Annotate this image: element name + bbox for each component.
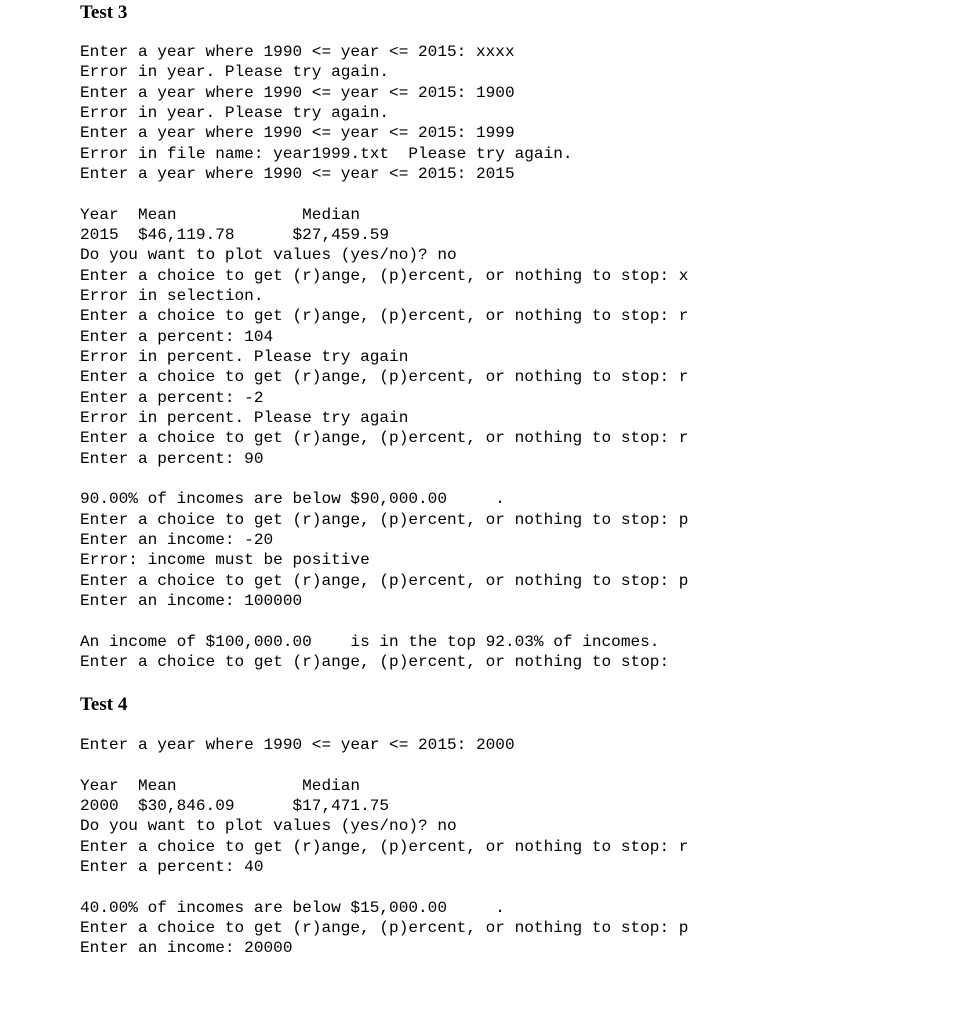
console-line: Enter a percent: 90 bbox=[80, 449, 264, 468]
console-line bbox=[80, 184, 688, 204]
console-line: 2015 $46,119.78 $27,459.59 bbox=[80, 225, 390, 244]
test-3-console-output bbox=[80, 42, 688, 672]
console-line: Enter a choice to get (r)ange, (p)ercent, or nothing to stop: x bbox=[80, 266, 689, 285]
console-line: Enter a choice to get (r)ange, (p)ercent, or nothing to stop: r bbox=[80, 837, 689, 856]
console-line: Error in file name: year1999.txt Please try again. bbox=[80, 144, 573, 163]
console-line: Enter a percent: 40 bbox=[80, 857, 264, 876]
console-line: Enter a choice to get (r)ange, (p)ercent, or nothing to stop: p bbox=[80, 918, 689, 937]
test-4-console-output bbox=[80, 735, 688, 959]
console-line: Enter a choice to get (r)ange, (p)ercent, or nothing to stop: bbox=[80, 652, 670, 671]
console-line bbox=[80, 611, 688, 631]
console-line: 40.00% of incomes are below $15,000.00 . bbox=[80, 898, 505, 917]
console-line: Enter a choice to get (r)ange, (p)ercent, or nothing to stop: r bbox=[80, 368, 689, 387]
console-line: Enter a choice to get (r)ange, (p)ercent, or nothing to stop: r bbox=[80, 429, 689, 448]
test-4-heading: Test 4 bbox=[80, 694, 128, 715]
console-line: Error in percent. Please try again bbox=[80, 347, 409, 366]
console-line: Year Mean Median bbox=[80, 205, 361, 224]
console-line: Enter a year where 1990 <= year <= 2015: 2015 bbox=[80, 164, 515, 183]
console-line: Do you want to plot values (yes/no)? no bbox=[80, 246, 457, 265]
console-line: Enter an income: -20 bbox=[80, 530, 274, 549]
console-line bbox=[80, 469, 688, 489]
console-line: Error in year. Please try again. bbox=[80, 63, 390, 82]
test-3-heading: Test 3 bbox=[80, 2, 128, 23]
console-line: Enter a year where 1990 <= year <= 2015: 2000 bbox=[80, 736, 515, 754]
console-line: Enter a year where 1990 <= year <= 2015: xxxx bbox=[80, 43, 515, 61]
console-line: Enter an income: 20000 bbox=[80, 939, 293, 958]
console-line: 90.00% of incomes are below $90,000.00 . bbox=[80, 490, 505, 509]
console-line: Error: income must be positive bbox=[80, 551, 370, 570]
console-line: Error in selection. bbox=[80, 286, 264, 305]
console-line bbox=[80, 755, 688, 775]
console-line: Error in percent. Please try again bbox=[80, 408, 409, 427]
console-line: Enter a percent: 104 bbox=[80, 327, 274, 346]
console-line: Enter a percent: -2 bbox=[80, 388, 264, 407]
console-line: Enter an income: 100000 bbox=[80, 591, 303, 610]
console-line: Error in year. Please try again. bbox=[80, 103, 390, 122]
console-line: Enter a choice to get (r)ange, (p)ercent, or nothing to stop: r bbox=[80, 307, 689, 326]
console-line: 2000 $30,846.09 $17,471.75 bbox=[80, 796, 390, 815]
console-line: Year Mean Median bbox=[80, 776, 361, 795]
console-line: Enter a choice to get (r)ange, (p)ercent, or nothing to stop: p bbox=[80, 510, 689, 529]
console-line: Do you want to plot values (yes/no)? no bbox=[80, 817, 457, 836]
console-line: Enter a choice to get (r)ange, (p)ercent, or nothing to stop: p bbox=[80, 571, 689, 590]
console-line bbox=[80, 877, 688, 897]
console-line: An income of $100,000.00 is in the top 92.03% of incomes. bbox=[80, 632, 660, 651]
console-line: Enter a year where 1990 <= year <= 2015: 1999 bbox=[80, 124, 515, 143]
console-line: Enter a year where 1990 <= year <= 2015: 1900 bbox=[80, 83, 515, 102]
